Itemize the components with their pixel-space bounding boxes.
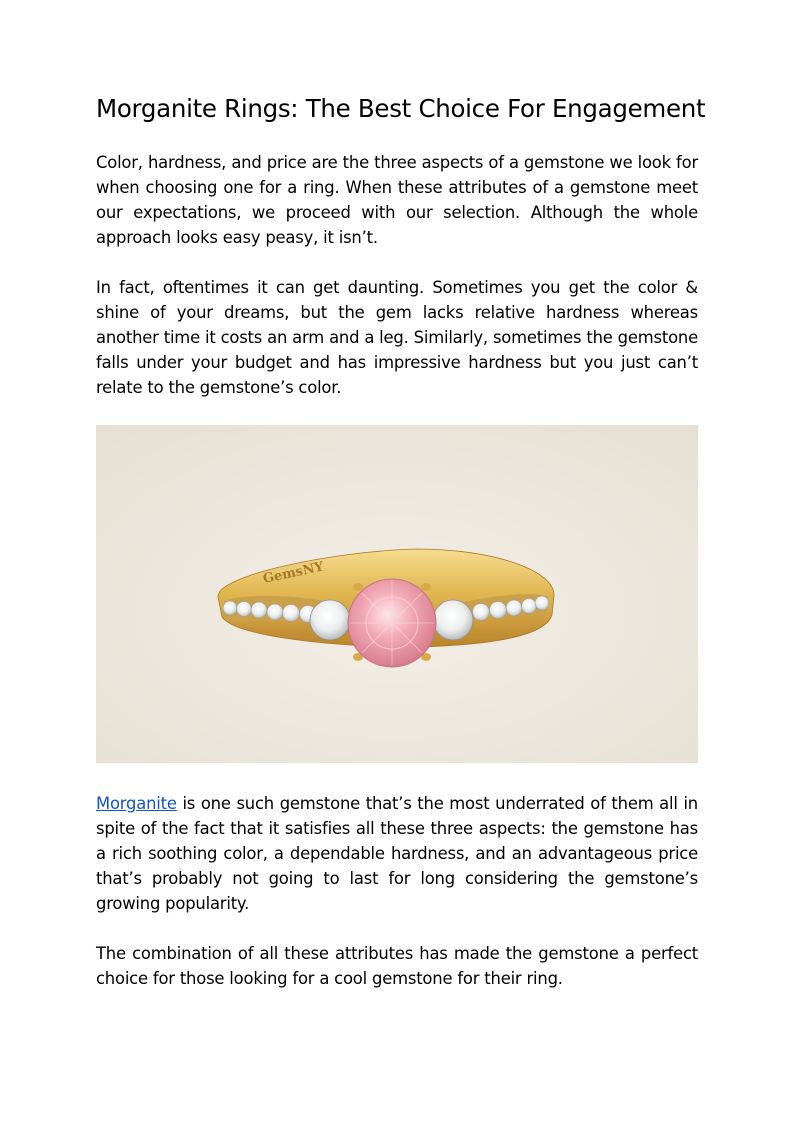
paragraph-dilemma: In fact, oftentimes it can get daunting. Sometimes you get the color & shine of your dreams, but the gem lacks relative hardness whereas another time it costs an arm and a leg. Similarly, sometimes the gemstone falls under your budget and has impressive hardness but you just can’t relate to the gemstone’s color.	[96, 278, 698, 397]
morganite-link[interactable]: Morganite	[96, 794, 177, 813]
side-diamond-left	[310, 600, 350, 640]
paragraph-morganite-text: is one such gemstone that’s the most underrated of them all in spite of the fact that it satisfies all these three aspects: the gemstone has a rich soothing color, a dependable hardness, and an advantageous price that’s probably not going to last for long considering the gemstone’s growing popularity.	[96, 794, 698, 913]
paragraph-morganite	[96, 791, 698, 916]
ring-engraving: GemsNY	[261, 559, 326, 587]
morganite-ring-image	[96, 425, 698, 763]
paragraph-intro: Color, hardness, and price are the three aspects of a gemstone we look for when choosing one for a ring. When these attributes of a gemstone meet our expectations, we proceed with our selection. Although the whole approach looks easy peasy, it isn’t.	[96, 153, 698, 247]
paragraph-conclusion: The combination of all these attributes has made the gemstone a perfect choice for those looking for a cool gemstone for their ring.	[96, 944, 698, 988]
side-diamond-right	[433, 600, 473, 640]
page-title: Morganite Rings: The Best Choice For Engagement	[96, 94, 706, 123]
